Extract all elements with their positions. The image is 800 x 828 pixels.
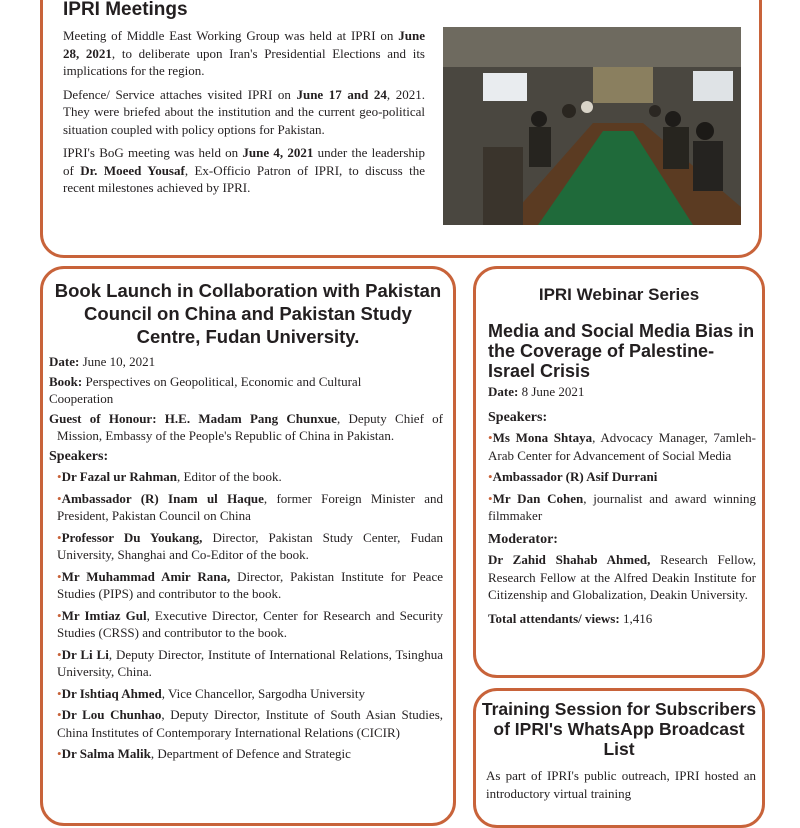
book-launch-section bbox=[40, 266, 456, 826]
speaker-item: •Dr Fazal ur Rahman, Editor of the book. bbox=[57, 469, 282, 484]
webinar-date: Date: 8 June 2021 bbox=[488, 384, 585, 399]
training-section bbox=[473, 688, 765, 828]
bullet-icon: • bbox=[488, 490, 493, 506]
speaker-item: •Mr Muhammad Amir Rana, Director, Pakistan Institute for Peace Studies (PIPS) and contributor to the book. bbox=[57, 568, 443, 601]
book-name: Book: Perspectives on Geopolitical, Economic and Cultural Cooperation bbox=[49, 373, 362, 406]
meeting-paragraph: IPRI's BoG meeting was held on June 4, 2021 under the leadership of Dr. Moeed Yousaf, Ex-Officio Patron of IPRI, to discuss the recent milestones achieved by IPRI. bbox=[63, 145, 426, 195]
book-launch-title: Book Launch in Collaboration with Pakistan Council on China and Pakistan Study Centre, Fudan University. bbox=[54, 280, 442, 347]
meeting-photo bbox=[443, 27, 741, 225]
book-launch-body bbox=[49, 353, 443, 767]
speaker-item: •Mr Imtiaz Gul, Executive Director, Center for Research and Security Studies (CRSS) and contributor to the book. bbox=[57, 607, 443, 640]
webinar-body bbox=[488, 383, 756, 627]
total-attendants: Total attendants/ views: 1,416 bbox=[488, 610, 653, 626]
speaker-item: •Ambassador (R) Asif Durrani bbox=[488, 469, 658, 484]
event-date: Date: June 10, 2021 bbox=[49, 354, 156, 369]
speaker-item: •Ambassador (R) Inam ul Haque, former Foreign Minister and President, Pakistan Council on China bbox=[57, 490, 443, 523]
bullet-icon: • bbox=[57, 646, 62, 662]
speaker-item: •Ms Mona Shtaya, Advocacy Manager, 7amleh- Arab Center for Advancement of Social Media bbox=[488, 430, 756, 463]
speaker-item: •Dr Lou Chunhao, Deputy Director, Institute of South Asian Studies, China Institutes of Contemporary International Relations (CICIR) bbox=[57, 707, 444, 740]
ipri-meetings-section bbox=[40, 0, 762, 258]
webinar-section bbox=[473, 266, 765, 678]
webinar-speakers-heading: Speakers: bbox=[488, 409, 548, 425]
meeting-paragraph: Defence/ Service attaches visited IPRI on June 17 and 24, 2021. They were briefed about the institution and the current geo-political situation coupled with policy options for Pakistan. bbox=[63, 86, 425, 137]
bullet-icon: • bbox=[57, 568, 62, 584]
bullet-icon: • bbox=[57, 707, 62, 722]
speaker-item: •Professor Du Youkang, Director, Pakistan Study Center, Fudan University, Shanghai and Co-Editor of the book. bbox=[57, 529, 443, 562]
meetings-title: IPRI Meetings bbox=[63, 0, 188, 20]
moderator-heading: Moderator: bbox=[488, 531, 558, 547]
speaker-item: •Mr Dan Cohen, journalist and award winning filmmaker bbox=[488, 490, 756, 523]
speaker-item: •Dr Li Li, Deputy Director, Institute of International Relations, Tsinghua University, China. bbox=[57, 646, 443, 679]
training-title: Training Session for Subscribers of IPRI's WhatsApp Broadcast List bbox=[481, 699, 757, 759]
bullet-icon: • bbox=[488, 469, 493, 484]
bullet-icon: • bbox=[57, 529, 62, 545]
speaker-item: •Dr Salma Malik, Department of Defence and Strategic bbox=[57, 746, 351, 761]
bullet-icon: • bbox=[488, 430, 493, 445]
bullet-icon: • bbox=[57, 607, 62, 623]
bullet-icon: • bbox=[57, 490, 62, 506]
meetings-text bbox=[63, 27, 425, 203]
training-text: As part of IPRI's public outreach, IPRI hosted an introductory virtual training bbox=[486, 768, 756, 801]
webinar-title: Media and Social Media Bias in the Coverage of Palestine-Israel Crisis bbox=[488, 321, 755, 381]
webinar-heading: IPRI Webinar Series bbox=[538, 285, 700, 304]
bullet-icon: • bbox=[57, 685, 62, 701]
moderator-item: Dr Zahid Shahab Ahmed, Research Fellow, Research Fellow at the Alfred Deakin Institute for Citizenship and Globalization, Deakin University. bbox=[488, 552, 756, 602]
bullet-icon: • bbox=[57, 746, 62, 761]
meeting-paragraph: Meeting of Middle East Working Group was held at IPRI on June 28, 2021, to deliberate upon Iran's Presidential Elections and its implications for the region. bbox=[63, 28, 425, 78]
bullet-icon: • bbox=[57, 469, 62, 484]
speakers-heading: Speakers: bbox=[49, 448, 109, 464]
speaker-item: •Dr Ishtiaq Ahmed, Vice Chancellor, Sargodha University bbox=[57, 685, 366, 701]
guest-of-honour: Guest of Honour: H.E. Madam Pang Chunxue, Deputy Chief of Mission, Embassy of the People's Republic of China in Pakistan. bbox=[49, 410, 443, 443]
